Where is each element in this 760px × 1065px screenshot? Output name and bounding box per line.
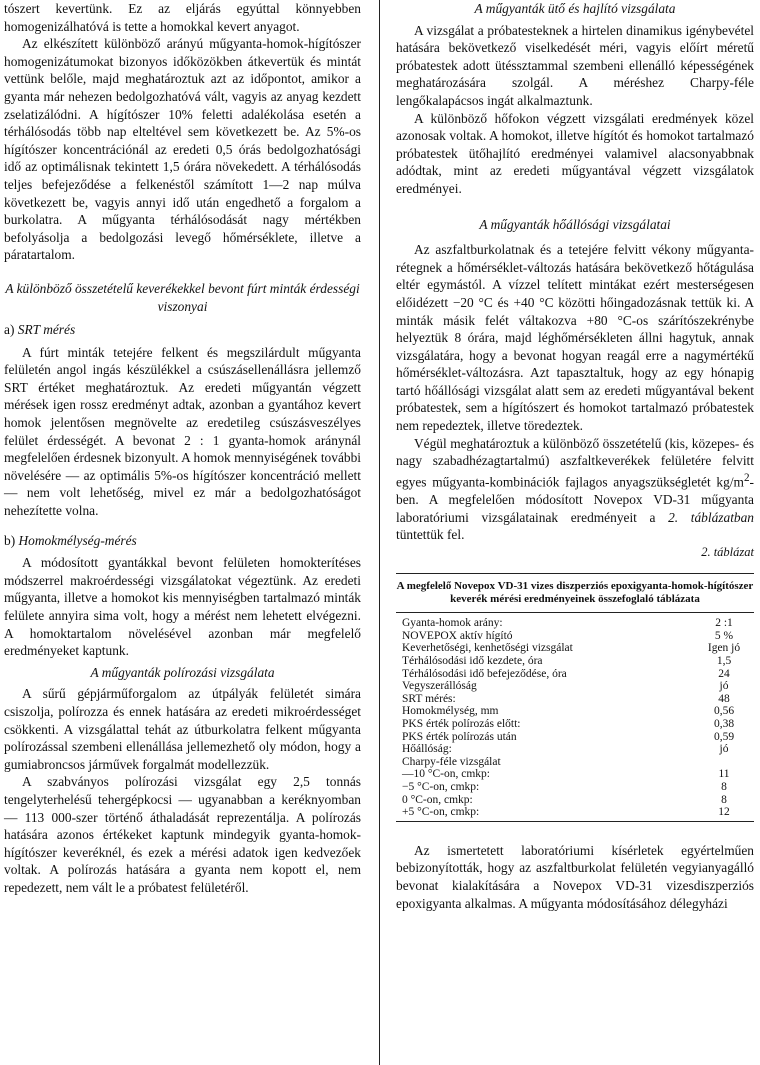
table-cell-label: SRT mérés: [402,692,456,705]
table-row [396,630,754,643]
paragraph: A fúrt minták tetejére felkent és megszilárdult műgyanta felületén angol ingás készülékkel a csúszásellenállásra jellemző SRT értéket meghatároztuk. Az eredeti műgyantán végzett mérések igen rossz eredményt adtak, azonban a gyantához kevert homok jelentősen megnövelte az eredetileg csúszásveszélyes felület érdességét. A bevonat 2 : 1 gyanta-homok aránynál megfelelően érdesnek bizonyult. A homok mennyiségének további növelésére — az optimális 5%-os hígítószer koncentráció mellett — nem volt lehetőség, mivel ez már a bedolgozhatóságot nehezítette volna. [4,344,361,519]
table-cell-value: 0,38 [713,718,735,731]
superscript: 2 [743,471,750,484]
subsection-marker: b) [4,532,16,548]
table-cell-value: 8 [721,793,727,806]
results-table [396,617,754,819]
table-cell-value: jó [719,680,729,693]
table-row [396,781,754,794]
table-cell-label: 0 °C-on, cmkp: [402,793,473,806]
table-cell-value: 12 [718,806,730,819]
table-row [396,756,754,769]
table-row [396,617,754,630]
table-cell-label: PKS érték polírozás előtt: [402,718,521,731]
table-cell-label: Térhálósodási idő befejeződése, óra [402,667,567,680]
paragraph: A különböző hőfokon végzett vizsgálati eredmények közel azonosak voltak. A homokot, illetve hígítót és homokot tartalmazó próbatestek ütőhajlító eredményei valamivel alacsonyabbnak adódtak, mint az eredeti műgyantával végzett vizsgálatok eredményei. [396,110,754,196]
table-cell-label: Gyanta-homok arány: [402,617,503,630]
paragraph: Az ismertetett laboratóriumi kísérletek egyértelműen bebizonyították, hogy az aszfaltburkolat felületén vegyianyagálló bevonat kialakítására a Novepox VD-31 vizesdiszperziós epoxigyanta alkalmas. A műgyanta módosításához délegyházi [396,842,754,911]
table-row [396,794,754,807]
results-table-body [396,617,754,819]
left-column [4,0,361,1065]
paragraph-text: tüntettük fel. [396,527,465,543]
paragraph: A szabványos polírozási vizsgálat egy 2,5 tonnás tengelyterhelésű tehergépkocsi — ugyanabban a keréknyomban — 113 000-szer történő áthaladását reprezentálja. A polírozás hatására azonos értékeket kaptunk mindegyik gyanta-homok-hígítószer keveréknél, és ezek a mérési adatok igen kedvezőek voltak. A polírozás hatására a gyanta nem kopott el, nem repedezett, nem vált le a próbatest felületéről. [4,774,361,895]
paragraph: tószert kevertünk. Ez az eljárás egyúttal könnyebben homogenizálhatóvá is tette a homokkal kevert anyagot. [4,1,361,34]
paragraph: Az aszfaltburkolatnak és a tetejére felvitt vékony műgyanta-rétegnek a hőmérséklet-változás hatására bekövetkező hőtágulása eltér egymástól. A vízzel telített mintákat ezért mesterségesen előidézett −20 °C és +40 °C közötti hőingadozásnak tettük ki. A minták másik felét váltakozva +80 °C-os szárítószekrénybe helyeztük 8 órára, majd léghőmérsékleten állni hagytuk, annak vizsgálatára, hogy a bevonat hogyan reagál erre a nagymértékű hőmérséklet-változásra. Azt tapasztaltuk, hogy az egy hónapig tartó hőállósági vizsgálat alatt sem az eredeti műgyantával bekent próbatestek, sem a hígítószert és homokot tartalmazó próbatestek nem repedeztek, illetve töredeztek. [396,242,754,434]
section-heading: A műgyanták polírozási vizsgálata [90,664,275,680]
section-heading: A műgyanták hőállósági vizsgálatai [479,216,671,232]
table-cell-label: Vegyszerállóság [402,680,477,693]
table-row [396,705,754,718]
table-cell-label: —10 °C-on, cmkp: [402,768,490,781]
paragraph: A vizsgálat a próbatesteknek a hirtelen dinamikus igénybevétel hatására bekövetkező viselkedését méri, vagyis előírt méretű próbatestek adott ütéssztammal szembeni ellenálló képességének meghatározására szolgál. A méréshez Charpy-féle lengőkalapácsos ingát alkalmaztunk. [396,22,754,108]
table-row [396,680,754,693]
table-row [396,655,754,668]
subsection-heading [4,321,361,339]
subsection-heading [4,532,361,550]
table-row [396,806,754,819]
column-divider [379,0,380,1065]
table-cell-value: 24 [718,667,730,680]
table-row [396,642,754,655]
table-cell-value: 8 [721,781,727,793]
table-cell-value: 0,56 [713,705,735,718]
table-row [396,718,754,731]
table-cell-label: NOVEPOX aktív hígító [402,629,513,642]
table-cell-label: −5 °C-on, cmkp: [402,781,480,793]
table-cell-value: 0,59 [713,730,735,743]
table-cell-label: PKS érték polírozás után [402,730,517,743]
right-column [396,0,754,1065]
table-cell-label: Térhálósodási idő kezdete, óra [402,655,543,668]
table-cell-value: 2 :1 [715,617,733,630]
table-cell-label: +5 °C-on, cmkp: [402,806,480,819]
table-cell-value: Igen jó [707,642,741,655]
table-row [396,731,754,744]
table-cell-value: jó [719,743,729,756]
table-number: 2. táblázat [701,544,754,559]
table-cell-value [694,756,754,769]
section-heading: A műgyanták ütő és hajlító vizsgálata [474,1,676,16]
table-row [396,668,754,681]
subsection-title: SRT mérés [17,322,76,338]
table-cell-label: Charpy-féle vizsgálat [402,755,501,768]
table-cell-value: 5 % [714,629,734,642]
paragraph: A sűrű gépjárműforgalom az útpályák felületét simára csiszolja, polírozza és ennek hatására az eredeti mikroérdességet csökkenti. A vizsgálattal tehát az útburkolatra felkent műgyanta polírozással szembeni ellenállása jellemezhető oly módon, hogy a gumiabroncsos járművek forgalmát modellezzük. [4,686,361,772]
table-cell-value: 1,5 [716,655,732,668]
subsection-title: Homokmélység-mérés [18,532,137,548]
section-heading: A különböző összetételű keverékekkel bevont fúrt minták érdességi viszonyai [5,280,360,314]
table-row [396,768,754,781]
paragraph-text: -ben. A megfelelően módosított Novepox VD-31 műgyanta laboratóriumi vizsgálatainak eredményeit a [396,474,754,525]
table-row [396,743,754,756]
paragraph-text: Végül meghatároztuk a különböző összetételű (kis, közepes- és nagy szabadhézagtartalmú) aszfaltkeverékek felületére felvitt egyes műgyanta-kombinációk fajlagos anyagszükségletét kg/m [396,435,754,490]
subsection-marker: a) [4,322,15,338]
table-cell-label: Hőállóság: [402,743,452,756]
table-cell-label: Keverhetőségi, kenhetőségi vizsgálat [402,642,573,655]
paragraph: Az elkészített különböző arányú műgyanta-homok-hígítószer homogenizátumokat bizonyos időközökben átkevertük és mintát vettünk belőle, majd meghatároztuk azt az időpontot, amikor a gyanta már nehezen bedolgozhatóvá vált, vagyis az anyag kezdett zselatizálódni. A hígítószer 10% feletti adalékolása esetén a térhálósodás több nap elteltével sem következett be. Az 5%-os hígítószer koncentrációnál az eredeti 0,5 órás bedolgozhatósági idő az optimálisnak tekintett 1,5 órára növekedett. A térhálósodás teljes befejeződése a felkenéstől számított 1—2 nap múlva következett be, vagyis annyi idő után engedhető a forgalom a burkolatra. A műgyanta térhálósodását nagy mértékben befolyásolja a bedolgozási levegő hőmérséklete, illetve a páratartalom. [4,36,361,263]
table-title: A megfelelő Novepox VD-31 vizes diszperziós epoxigyanta-homok-hígítószer keverék mérési eredményeinek összefoglaló táblázata [396,580,754,606]
table-cell-value: 11 [718,768,730,781]
paragraph: A módosított gyantákkal bevont felületen homokterítéses módszerrel makroérdességi vizsgálatokat végeztünk. Az eredeti műgyanta, illetve a homokot kis mennyiségben tartalmazó minták felülete annyira sima volt, hogy a mérést nem lehetett elvégezni. A homoktartalom növelésével azonban már megfelelő eredményeket kaptunk. [4,555,361,659]
table-cell-value: 48 [718,692,730,705]
table-cell-label: Homokmélység, mm [402,705,499,718]
paragraph [396,435,754,544]
table-reference: 2. táblázatban [668,509,754,525]
table-row [396,693,754,706]
